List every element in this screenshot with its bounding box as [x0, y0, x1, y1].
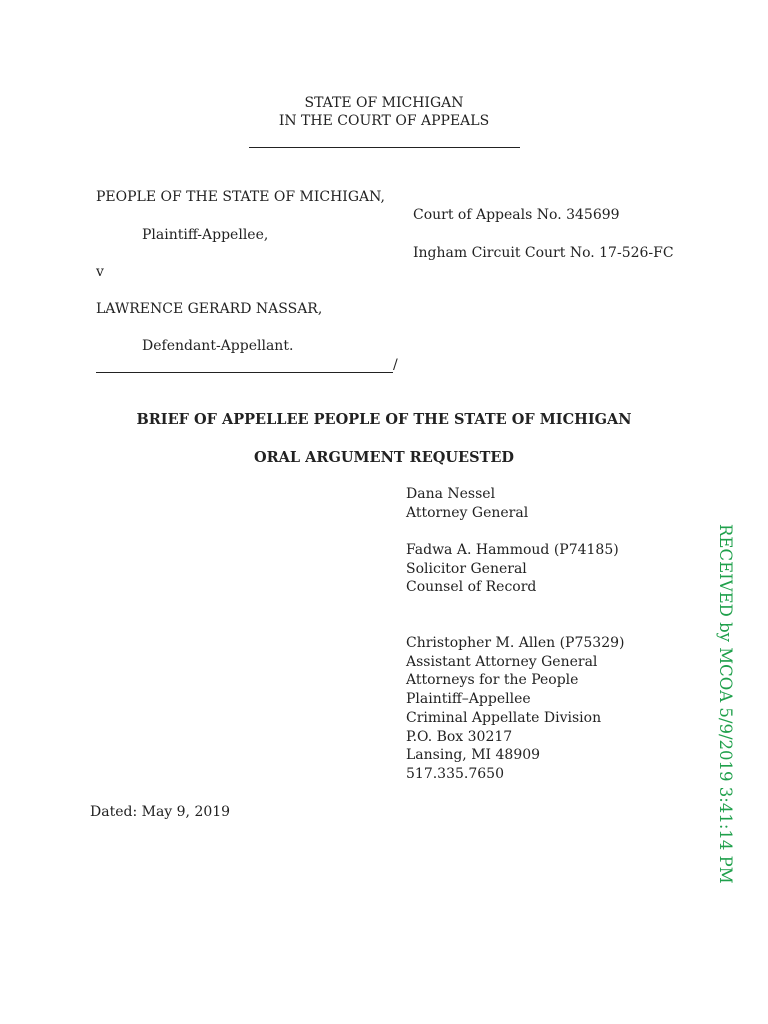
defendant-name: LAWRENCE GERARD NASSAR, [96, 301, 323, 317]
oral-argument-request: ORAL ARGUMENT REQUESTED [253, 449, 515, 466]
assistant-attorney-general-name: Christopher M. Allen (P75329) [406, 635, 625, 651]
assistant-attorney-general-title: Assistant Attorney General [406, 653, 598, 670]
city-state-zip: Lansing, MI 48909 [406, 747, 541, 764]
counsel-of-record: Counsel of Record [406, 579, 537, 596]
attorney-general-block [406, 485, 528, 522]
brief-title: BRIEF OF APPELLEE PEOPLE OF THE STATE OF MICHIGAN [136, 411, 632, 428]
heading-rule [249, 147, 520, 148]
court-of-appeals-number: Court of Appeals No. 345699 [413, 207, 620, 223]
solicitor-general-title: Solicitor General [406, 560, 527, 577]
date-line: Dated: May 9, 2019 [90, 804, 231, 820]
received-stamp: RECEIVED by MCOA 5/9/2019 3:41:14 PM [716, 524, 735, 884]
attorney-general-name: Dana Nessel [406, 486, 496, 502]
court-name-heading: IN THE COURT OF APPEALS [278, 113, 490, 129]
court-state-heading: STATE OF MICHIGAN [304, 95, 464, 111]
phone-number: 517.335.7650 [406, 765, 504, 782]
caption-slash: / [393, 357, 398, 373]
division-name: Criminal Appellate Division [406, 709, 602, 726]
plaintiff-name: PEOPLE OF THE STATE OF MICHIGAN, [96, 189, 385, 205]
attorney-general-title: Attorney General [406, 504, 529, 521]
plaintiff-role: Plaintiff-Appellee, [142, 227, 269, 243]
solicitor-general-name: Fadwa A. Hammoud (P74185) [406, 542, 619, 558]
defendant-role: Defendant-Appellant. [142, 338, 294, 354]
caption-rule [96, 372, 393, 373]
po-box: P.O. Box 30217 [406, 728, 513, 745]
versus: v [96, 264, 104, 280]
party-designation: Plaintiff–Appellee [406, 691, 531, 708]
assistant-attorney-general-block [406, 634, 624, 784]
attorneys-for: Attorneys for the People [406, 672, 579, 689]
circuit-court-number: Ingham Circuit Court No. 17-526-FC [413, 245, 674, 261]
solicitor-general-block [406, 541, 619, 597]
